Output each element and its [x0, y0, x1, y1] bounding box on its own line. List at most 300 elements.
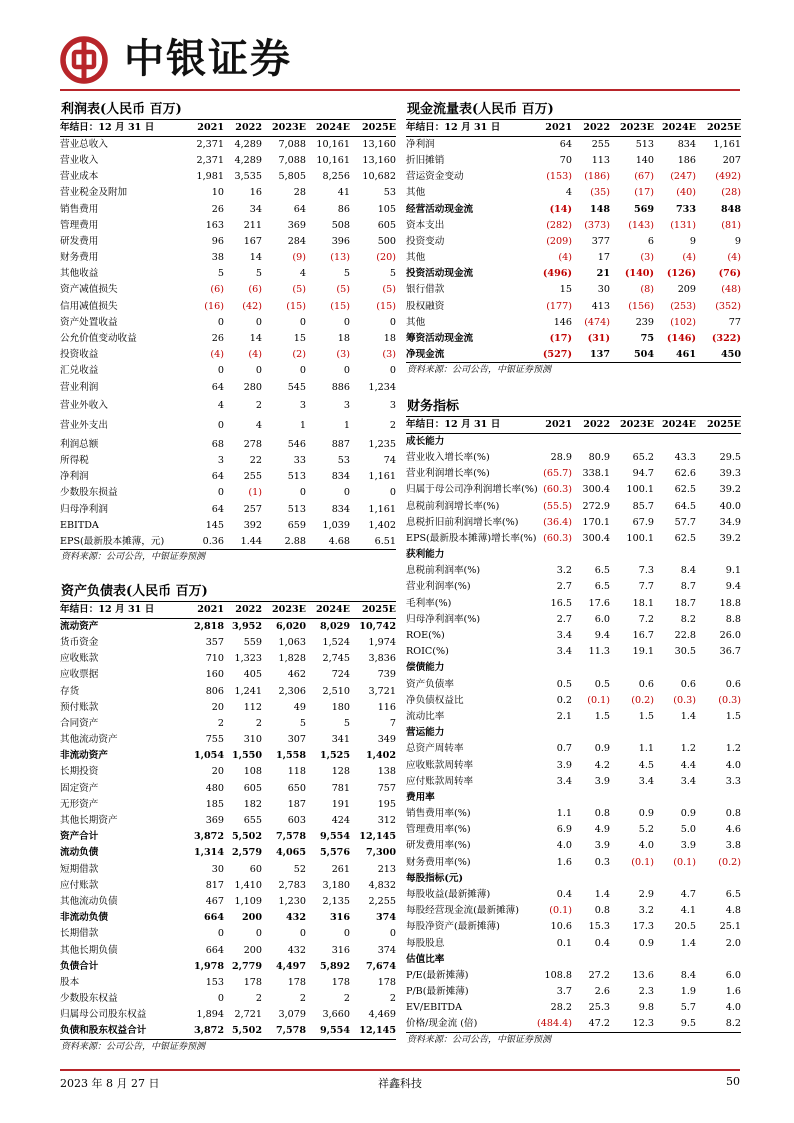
value-cell: 1.2 — [725, 743, 741, 755]
value-cell: 39.3 — [719, 468, 741, 480]
table-row — [406, 919, 741, 935]
table-row — [60, 363, 396, 379]
value-cell: 2,745 — [322, 653, 350, 665]
row-label: 净负债权益比 — [406, 694, 464, 706]
income-statement-table — [60, 120, 396, 550]
value-cell: (126) — [666, 268, 696, 280]
value-cell: 461 — [654, 347, 696, 363]
value-cell: 6.5 — [725, 889, 741, 901]
row-label: 少数股东损益 — [60, 487, 118, 499]
value-cell: 3 — [343, 399, 350, 411]
value-cell: 6 — [647, 235, 654, 247]
value-cell: 1,974 — [368, 636, 396, 648]
value-cell: 316 — [331, 944, 350, 956]
value-cell: 0 — [217, 993, 224, 1005]
table-row — [406, 152, 741, 168]
company-name: 祥鑫科技 — [378, 1077, 422, 1090]
value-cell: 4 — [217, 399, 224, 411]
value-cell: 239 — [635, 316, 654, 328]
value-cell: 0 — [389, 316, 396, 328]
value-cell: 8.7 — [680, 581, 696, 593]
value-cell: (5) — [382, 284, 396, 296]
value-cell — [572, 870, 610, 886]
column-header-year: 2025E — [350, 120, 396, 136]
table-row — [406, 250, 741, 266]
value-cell: 1.6 — [725, 986, 741, 998]
value-cell — [696, 870, 741, 886]
value-cell: (20) — [376, 252, 396, 264]
row-label: 销售费用率(%) — [406, 808, 471, 820]
row-label: 折旧摊销 — [406, 154, 445, 166]
value-cell: (16) — [204, 300, 224, 312]
value-cell: 1,314 — [193, 847, 224, 859]
value-cell — [572, 433, 610, 449]
value-cell: 49 — [293, 701, 306, 713]
column-header-year: 2023E — [610, 417, 654, 433]
value-cell: (4) — [248, 349, 262, 361]
value-cell: 413 — [591, 300, 610, 312]
column-header-year: 2024E — [654, 417, 696, 433]
value-cell: 0.9 — [638, 937, 654, 949]
value-cell: 405 — [243, 669, 262, 681]
table-row — [60, 330, 396, 346]
value-cell: 545 — [287, 381, 306, 393]
table-row — [60, 715, 396, 731]
value-cell: 508 — [331, 219, 350, 231]
value-cell: 0 — [217, 928, 224, 940]
table-row — [60, 485, 396, 501]
value-cell: 1.4 — [680, 937, 696, 949]
row-label: P/B(最新摊薄) — [406, 986, 469, 998]
table-header-row — [406, 120, 741, 136]
value-cell: 26 — [211, 203, 224, 215]
value-cell: 3.4 — [638, 775, 654, 787]
table-row — [406, 741, 741, 757]
value-cell: 30.5 — [674, 646, 696, 658]
row-label: 营业利润增长率(%) — [406, 468, 490, 480]
table-row — [406, 217, 741, 233]
column-header-year: 2023E — [262, 602, 306, 618]
brand-name: 中银证券 — [124, 35, 292, 82]
table-row — [60, 974, 396, 990]
value-cell: (102) — [670, 316, 696, 328]
value-cell: (282) — [546, 219, 572, 231]
value-cell: 128 — [331, 766, 350, 778]
table-row — [60, 233, 396, 249]
value-cell: (3) — [640, 252, 654, 264]
value-cell: (0.1) — [549, 905, 572, 917]
value-cell: 17 — [597, 252, 610, 264]
value-cell: 9.5 — [654, 1016, 696, 1032]
value-cell: 20 — [211, 701, 224, 713]
value-cell: 75 — [640, 333, 654, 345]
value-cell: 22.8 — [674, 630, 696, 642]
value-cell: 200 — [243, 944, 262, 956]
value-cell: 3.4 — [556, 775, 572, 787]
value-cell: 0.36 — [186, 533, 224, 549]
value-cell: 180 — [331, 701, 350, 713]
row-label: 每股股息 — [406, 937, 445, 949]
row-label: EPS(最新股本摊薄)增长率(%) — [406, 532, 537, 544]
value-cell: 3 — [299, 399, 306, 411]
table-row — [406, 886, 741, 902]
value-cell: 6,020 — [275, 621, 306, 633]
value-cell: 377 — [591, 235, 610, 247]
value-cell: 546 — [287, 438, 306, 450]
value-cell: 4.0 — [638, 840, 654, 852]
value-cell: 11.3 — [588, 646, 610, 658]
column-header-year: 2022 — [224, 120, 262, 136]
value-cell: 209 — [677, 284, 696, 296]
table-row — [406, 185, 741, 201]
table-row — [406, 903, 741, 919]
table-row — [406, 806, 741, 822]
value-cell: 396 — [331, 235, 350, 247]
value-cell: (55.5) — [543, 500, 572, 512]
value-cell: 300.4 — [582, 532, 610, 544]
table-row — [60, 667, 396, 683]
table-row — [60, 796, 396, 812]
value-cell: 1,981 — [196, 171, 224, 183]
value-cell: (4) — [682, 252, 696, 264]
value-cell: 4.1 — [680, 905, 696, 917]
row-label: 营业收入增长率(%) — [406, 451, 490, 463]
row-label: 研发费用率(%) — [406, 840, 471, 852]
row-label: 无形资产 — [60, 798, 99, 810]
value-cell: 4 — [299, 268, 306, 280]
value-cell: 10.6 — [550, 921, 572, 933]
value-cell: 650 — [287, 782, 306, 794]
value-cell: (2) — [292, 349, 306, 361]
value-cell: 0.8 — [594, 905, 610, 917]
row-label: 筹资活动现金流 — [406, 333, 474, 345]
row-label: 营业税金及附加 — [60, 187, 128, 199]
value-cell: 145 — [205, 519, 224, 531]
value-cell: 0.8 — [594, 808, 610, 820]
table-row — [60, 517, 396, 533]
value-cell: 38 — [211, 252, 224, 264]
value-cell: 1,402 — [368, 519, 396, 531]
value-cell: (4) — [210, 349, 224, 361]
value-cell — [696, 433, 741, 449]
page-footer — [60, 1075, 740, 1091]
value-cell: 316 — [329, 912, 350, 924]
value-cell: 755 — [205, 734, 224, 746]
value-cell: 0 — [217, 420, 224, 432]
value-cell: 2.0 — [725, 937, 741, 949]
value-cell: (153) — [546, 171, 572, 183]
value-cell: (31) — [587, 333, 610, 345]
value-cell: 207 — [722, 154, 741, 166]
value-cell: 307 — [287, 734, 306, 746]
row-label: 应付账款周转率 — [406, 775, 474, 787]
table-row — [406, 449, 741, 465]
value-cell: 255 — [591, 139, 610, 151]
source-note: 资料来源：公司公告，中银证券预测 — [61, 1041, 206, 1052]
value-cell: 349 — [377, 734, 396, 746]
value-cell: 146 — [553, 316, 572, 328]
value-cell: 3.2 — [638, 905, 654, 917]
value-cell: 3.9 — [680, 840, 696, 852]
row-label: 投资活动现金流 — [406, 268, 474, 280]
value-cell — [536, 951, 572, 967]
table-row — [406, 201, 741, 217]
value-cell: (496) — [542, 268, 572, 280]
value-cell: (60.3) — [543, 484, 572, 496]
table-row — [406, 870, 741, 886]
value-cell: 85.7 — [632, 500, 654, 512]
value-cell: 13.6 — [632, 969, 654, 981]
table-row — [60, 169, 396, 185]
row-label: 营业收入 — [60, 154, 99, 166]
value-cell: 118 — [287, 766, 306, 778]
value-cell: (6) — [210, 284, 224, 296]
value-cell: (36.4) — [543, 516, 572, 528]
value-cell: 137 — [572, 347, 610, 363]
value-cell: 3,535 — [234, 171, 262, 183]
value-cell: 22 — [249, 454, 262, 466]
value-cell: 25.3 — [588, 1002, 610, 1014]
row-label: 银行借款 — [406, 284, 445, 296]
value-cell: 64 — [211, 381, 224, 393]
value-cell: 659 — [287, 519, 306, 531]
value-cell: 1,828 — [278, 653, 306, 665]
row-label: 利润总额 — [60, 438, 99, 450]
income-statement-panel — [60, 101, 396, 566]
value-cell: 0.9 — [680, 808, 696, 820]
page-number: 50 — [726, 1075, 740, 1088]
value-cell: 4,469 — [368, 1009, 396, 1021]
value-cell: 1.44 — [224, 533, 262, 549]
table-row — [60, 314, 396, 330]
value-cell — [654, 951, 696, 967]
value-cell: (67) — [634, 171, 654, 183]
value-cell: 8,029 — [319, 621, 350, 633]
value-cell: 200 — [241, 912, 262, 924]
value-cell: 724 — [331, 669, 350, 681]
table-row — [60, 136, 396, 152]
financial-ratios-title: 财务指标 — [407, 399, 460, 414]
table-row — [406, 676, 741, 692]
value-cell: 0.1 — [556, 937, 572, 949]
value-cell: 2 — [217, 717, 224, 729]
table-row — [406, 314, 741, 330]
value-cell: 781 — [331, 782, 350, 794]
value-cell — [536, 660, 572, 676]
value-cell: 53 — [383, 187, 396, 199]
row-label: 销售费用 — [60, 203, 99, 215]
value-cell: 255 — [243, 471, 262, 483]
value-cell: 0 — [343, 487, 350, 499]
value-cell: 9.1 — [725, 565, 741, 577]
table-header-row — [60, 120, 396, 136]
row-label: 资本支出 — [406, 219, 445, 231]
value-cell: 6.5 — [594, 565, 610, 577]
row-label: 非流动资产 — [60, 750, 108, 762]
row-label: 其他 — [406, 316, 426, 328]
table-row — [406, 1016, 741, 1032]
table-row — [60, 185, 396, 201]
value-cell: 1,323 — [234, 653, 262, 665]
table-row — [60, 942, 396, 958]
table-row — [60, 217, 396, 233]
value-cell: 2.88 — [262, 533, 306, 549]
table-row — [406, 984, 741, 1000]
table-row — [406, 627, 741, 643]
value-cell: 887 — [331, 438, 350, 450]
balance-sheet-panel — [60, 583, 396, 1056]
value-cell: 664 — [205, 944, 224, 956]
cash-flow-table — [406, 120, 741, 363]
value-cell: (15) — [286, 300, 306, 312]
value-cell: (322) — [711, 333, 741, 345]
table-row — [406, 547, 741, 563]
value-cell: 2,306 — [278, 685, 306, 697]
value-cell — [610, 789, 654, 805]
value-cell: (65.7) — [543, 468, 572, 480]
value-cell: 28.9 — [550, 451, 572, 463]
value-cell: 1 — [343, 420, 350, 432]
value-cell — [610, 433, 654, 449]
table-row — [406, 266, 741, 282]
row-label: ROE(%) — [406, 630, 445, 642]
row-label: 估值比率 — [406, 953, 445, 965]
row-label: 归母净利润 — [60, 503, 108, 515]
value-cell: 6.51 — [350, 533, 396, 549]
value-cell — [696, 547, 741, 563]
table-row — [60, 893, 396, 909]
value-cell: 4 — [565, 187, 572, 199]
value-cell: 605 — [377, 219, 396, 231]
value-cell: 1,524 — [322, 636, 350, 648]
table-row — [406, 611, 741, 627]
value-cell: (15) — [330, 300, 350, 312]
row-label: 长期借款 — [60, 928, 99, 940]
value-cell: 1,230 — [278, 895, 306, 907]
value-cell: 500 — [377, 235, 396, 247]
table-row — [60, 958, 396, 974]
column-header-year: 2021 — [186, 120, 224, 136]
table-row — [60, 201, 396, 217]
value-cell: 10,161 — [316, 154, 350, 166]
value-cell: (17) — [549, 333, 572, 345]
value-cell: 1.5 — [594, 710, 610, 722]
value-cell: 34.9 — [719, 516, 741, 528]
row-label: 应收账款 — [60, 653, 99, 665]
value-cell: 148 — [589, 203, 610, 215]
value-cell: 163 — [205, 219, 224, 231]
value-cell: 65.2 — [632, 451, 654, 463]
row-label: ROIC(%) — [406, 646, 449, 658]
value-cell: 7.2 — [638, 613, 654, 625]
value-cell: 170.1 — [582, 516, 610, 528]
value-cell: 2,371 — [196, 154, 224, 166]
value-cell: 374 — [375, 912, 396, 924]
value-cell: 0 — [389, 365, 396, 377]
row-label: 应收票据 — [60, 669, 99, 681]
value-cell: (0.1) — [631, 856, 654, 868]
value-cell: 655 — [243, 815, 262, 827]
value-cell: 4.5 — [638, 759, 654, 771]
value-cell: 29.5 — [719, 451, 741, 463]
financial-ratios-table — [406, 417, 741, 1033]
table-row — [406, 822, 741, 838]
row-label: 其他流动负债 — [60, 895, 118, 907]
row-label: 股本 — [60, 976, 80, 988]
value-cell: 0 — [299, 365, 306, 377]
column-header-label: 年结日：12 月 31 日 — [406, 120, 536, 136]
value-cell: 27.2 — [588, 969, 610, 981]
value-cell: 278 — [243, 438, 262, 450]
value-cell: 9,554 — [306, 1023, 350, 1039]
value-cell: 3,721 — [368, 685, 396, 697]
value-cell: 9 — [734, 235, 741, 247]
value-cell: (5) — [336, 284, 350, 296]
row-label: 投资变动 — [406, 235, 445, 247]
value-cell: 0 — [255, 928, 262, 940]
value-cell: 167 — [243, 235, 262, 247]
value-cell: 178 — [287, 976, 306, 988]
value-cell: 15 — [559, 284, 572, 296]
value-cell: (1) — [248, 487, 262, 499]
row-label: 其他流动资产 — [60, 734, 118, 746]
value-cell: 1,402 — [365, 750, 396, 762]
row-label: 管理费用率(%) — [406, 824, 471, 836]
value-cell: 569 — [633, 203, 654, 215]
value-cell: 185 — [205, 798, 224, 810]
value-cell: 2.7 — [556, 613, 572, 625]
value-cell: (81) — [721, 219, 741, 231]
row-label: 预付账款 — [60, 701, 99, 713]
value-cell: 806 — [205, 685, 224, 697]
value-cell: 30 — [211, 863, 224, 875]
value-cell: (14) — [549, 203, 572, 215]
value-cell: 272.9 — [582, 500, 610, 512]
value-cell — [654, 547, 696, 563]
value-cell: 1.6 — [556, 856, 572, 868]
table-row — [60, 416, 396, 437]
table-row — [60, 877, 396, 893]
row-label: 投资收益 — [60, 349, 99, 361]
value-cell: 284 — [287, 235, 306, 247]
row-label: 资产合计 — [60, 831, 99, 843]
value-cell: 64.5 — [674, 500, 696, 512]
table-row — [60, 861, 396, 877]
value-cell: 10,742 — [359, 621, 396, 633]
value-cell: 0.9 — [594, 743, 610, 755]
value-cell: (156) — [628, 300, 654, 312]
row-label: 研发费用 — [60, 235, 99, 247]
value-cell: 300.4 — [582, 484, 610, 496]
value-cell: 848 — [720, 203, 741, 215]
financial-ratios-panel — [406, 398, 741, 1049]
value-cell: 0 — [343, 365, 350, 377]
table-row — [406, 298, 741, 314]
row-label: 每股收益(最新摊薄) — [406, 889, 491, 901]
value-cell: 7 — [389, 717, 396, 729]
value-cell: 2 — [255, 717, 262, 729]
value-cell: 20.5 — [674, 921, 696, 933]
value-cell: 0.4 — [556, 889, 572, 901]
value-cell — [572, 789, 610, 805]
column-header-year: 2021 — [536, 417, 572, 433]
value-cell: 4,289 — [234, 154, 262, 166]
value-cell: 36.7 — [719, 646, 741, 658]
value-cell: 710 — [205, 653, 224, 665]
value-cell: (35) — [590, 187, 610, 199]
value-cell: 3,872 — [193, 831, 224, 843]
value-cell: (186) — [584, 171, 610, 183]
